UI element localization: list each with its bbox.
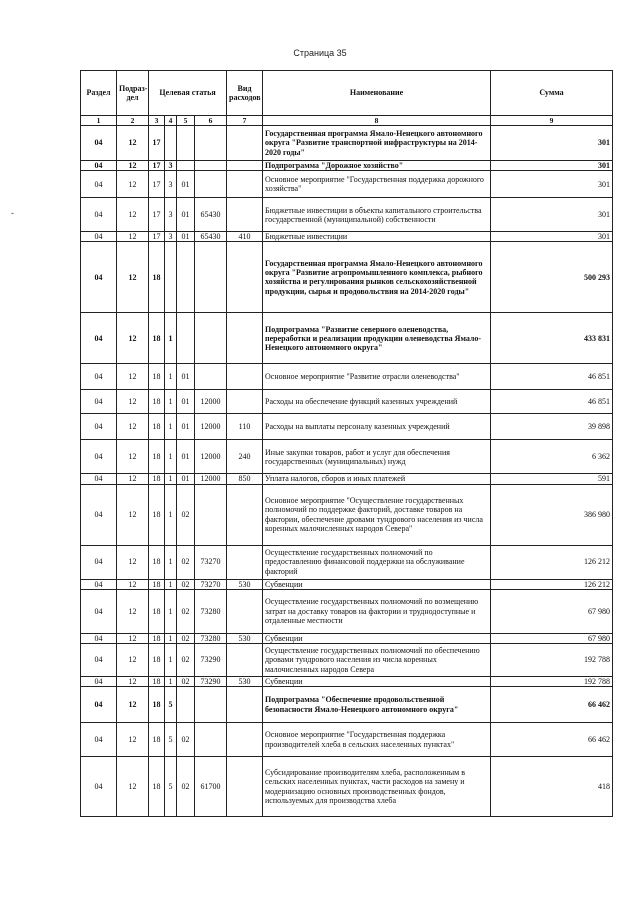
cell-name: Субвенции bbox=[263, 579, 491, 589]
cell-section: 04 bbox=[81, 171, 117, 198]
cell-expense-type bbox=[227, 687, 263, 723]
cell-subprogram: 5 bbox=[165, 687, 177, 723]
cell-subprogram: 1 bbox=[165, 390, 177, 414]
cell-program: 18 bbox=[149, 390, 165, 414]
cell-subprogram: 3 bbox=[165, 171, 177, 198]
cell-amount: 591 bbox=[491, 474, 613, 484]
cell-direction bbox=[195, 161, 227, 171]
cell-expense-type bbox=[227, 589, 263, 633]
cell-amount: 46 851 bbox=[491, 364, 613, 390]
cell-section: 04 bbox=[81, 242, 117, 313]
cell-subsection: 12 bbox=[117, 198, 149, 232]
cell-section: 04 bbox=[81, 484, 117, 545]
col-number: 2 bbox=[117, 116, 149, 126]
table-row bbox=[81, 723, 613, 757]
cell-section: 04 bbox=[81, 579, 117, 589]
margin-mark: - bbox=[11, 208, 14, 218]
cell-expense-type bbox=[227, 757, 263, 817]
cell-direction: 12000 bbox=[195, 440, 227, 474]
table-row bbox=[81, 232, 613, 242]
header-amount: Сумма bbox=[491, 71, 613, 116]
cell-activity bbox=[177, 313, 195, 364]
cell-program: 18 bbox=[149, 313, 165, 364]
cell-program: 18 bbox=[149, 364, 165, 390]
cell-activity: 01 bbox=[177, 198, 195, 232]
table-row bbox=[81, 579, 613, 589]
col-number: 5 bbox=[177, 116, 195, 126]
cell-section: 04 bbox=[81, 161, 117, 171]
cell-section: 04 bbox=[81, 474, 117, 484]
cell-amount: 126 212 bbox=[491, 545, 613, 579]
cell-name: Осуществление государственных полномочий по предоставлению финансовой поддержки на обслуживание факторий bbox=[263, 545, 491, 579]
cell-amount: 126 212 bbox=[491, 579, 613, 589]
cell-program: 18 bbox=[149, 676, 165, 686]
cell-direction: 73290 bbox=[195, 643, 227, 676]
cell-section: 04 bbox=[81, 390, 117, 414]
cell-expense-type bbox=[227, 198, 263, 232]
cell-direction bbox=[195, 171, 227, 198]
col-number: 3 bbox=[149, 116, 165, 126]
cell-subprogram: 1 bbox=[165, 474, 177, 484]
cell-program: 18 bbox=[149, 579, 165, 589]
cell-name: Иные закупки товаров, работ и услуг для обеспечения государственных (муниципальных) нужд bbox=[263, 440, 491, 474]
cell-subprogram: 5 bbox=[165, 723, 177, 757]
cell-amount: 433 831 bbox=[491, 313, 613, 364]
table-row bbox=[81, 687, 613, 723]
cell-name: Бюджетные инвестиции bbox=[263, 232, 491, 242]
cell-program: 18 bbox=[149, 633, 165, 643]
cell-subsection: 12 bbox=[117, 161, 149, 171]
cell-activity: 01 bbox=[177, 440, 195, 474]
cell-section: 04 bbox=[81, 364, 117, 390]
table-row bbox=[81, 676, 613, 686]
cell-program: 17 bbox=[149, 198, 165, 232]
cell-name: Осуществление государственных полномочий по возмещению затрат на доставку товаров на фактории и труднодоступные и отдаленные местности bbox=[263, 589, 491, 633]
cell-subsection: 12 bbox=[117, 687, 149, 723]
cell-name: Уплата налогов, сборов и иных платежей bbox=[263, 474, 491, 484]
cell-activity: 02 bbox=[177, 545, 195, 579]
cell-section: 04 bbox=[81, 414, 117, 440]
table-row bbox=[81, 545, 613, 579]
cell-subprogram bbox=[165, 126, 177, 161]
cell-section: 04 bbox=[81, 198, 117, 232]
cell-section: 04 bbox=[81, 313, 117, 364]
cell-direction: 12000 bbox=[195, 474, 227, 484]
cell-amount: 301 bbox=[491, 198, 613, 232]
cell-amount: 301 bbox=[491, 126, 613, 161]
cell-name: Подпрограмма "Развитие северного оленеводства, переработки и реализации продукции оленеводства Ямало-Ненецкого автономного округа" bbox=[263, 313, 491, 364]
cell-activity: 02 bbox=[177, 676, 195, 686]
cell-activity: 01 bbox=[177, 390, 195, 414]
cell-program: 17 bbox=[149, 232, 165, 242]
cell-subprogram: 1 bbox=[165, 414, 177, 440]
cell-direction: 12000 bbox=[195, 414, 227, 440]
cell-program: 18 bbox=[149, 474, 165, 484]
cell-expense-type bbox=[227, 545, 263, 579]
cell-expense-type bbox=[227, 242, 263, 313]
cell-direction bbox=[195, 687, 227, 723]
cell-amount: 386 980 bbox=[491, 484, 613, 545]
cell-subprogram: 1 bbox=[165, 589, 177, 633]
cell-section: 04 bbox=[81, 676, 117, 686]
cell-section: 04 bbox=[81, 545, 117, 579]
table-row bbox=[81, 440, 613, 474]
cell-expense-type: 850 bbox=[227, 474, 263, 484]
cell-subsection: 12 bbox=[117, 545, 149, 579]
cell-program: 17 bbox=[149, 126, 165, 161]
table-row bbox=[81, 414, 613, 440]
cell-expense-type bbox=[227, 161, 263, 171]
cell-name: Государственная программа Ямало-Ненецкого автономного округа "Развитие агропромышленного комплекса, рыбного хозяйства и регулирования рынков сельскохозяйственной продукции, сырья и продовольствия на 2014-2020 годы" bbox=[263, 242, 491, 313]
cell-amount: 46 851 bbox=[491, 390, 613, 414]
cell-expense-type: 530 bbox=[227, 676, 263, 686]
table-row bbox=[81, 364, 613, 390]
cell-subsection: 12 bbox=[117, 589, 149, 633]
cell-name: Государственная программа Ямало-Ненецкого автономного округа "Развитие транспортной инфраструктуры на 2014-2020 годы" bbox=[263, 126, 491, 161]
cell-subprogram: 1 bbox=[165, 364, 177, 390]
cell-name: Субвенции bbox=[263, 676, 491, 686]
cell-direction: 12000 bbox=[195, 390, 227, 414]
cell-program: 18 bbox=[149, 484, 165, 545]
cell-section: 04 bbox=[81, 126, 117, 161]
cell-direction bbox=[195, 313, 227, 364]
cell-subprogram: 1 bbox=[165, 313, 177, 364]
cell-amount: 67 980 bbox=[491, 633, 613, 643]
cell-program: 18 bbox=[149, 545, 165, 579]
cell-name: Расходы на выплаты персоналу казенных учреждений bbox=[263, 414, 491, 440]
cell-section: 04 bbox=[81, 440, 117, 474]
cell-subprogram: 1 bbox=[165, 643, 177, 676]
cell-section: 04 bbox=[81, 232, 117, 242]
table-row bbox=[81, 126, 613, 161]
table-body bbox=[81, 126, 613, 817]
cell-expense-type: 530 bbox=[227, 579, 263, 589]
cell-subsection: 12 bbox=[117, 171, 149, 198]
table-row bbox=[81, 390, 613, 414]
cell-section: 04 bbox=[81, 643, 117, 676]
table-row bbox=[81, 171, 613, 198]
cell-subsection: 12 bbox=[117, 643, 149, 676]
cell-name: Субсидирование производителям хлеба, расположенным в сельских населенных пунктах, части расходов на замену и модернизацию основных производственных фондов, используемых для производства хлеба bbox=[263, 757, 491, 817]
cell-amount: 301 bbox=[491, 232, 613, 242]
cell-name: Расходы на обеспечение функций казенных учреждений bbox=[263, 390, 491, 414]
cell-activity: 01 bbox=[177, 414, 195, 440]
cell-program: 18 bbox=[149, 440, 165, 474]
cell-activity bbox=[177, 161, 195, 171]
col-number: 9 bbox=[491, 116, 613, 126]
cell-name: Бюджетные инвестиции в объекты капитального строительства государственной (муниципальной) собственности bbox=[263, 198, 491, 232]
cell-amount: 6 362 bbox=[491, 440, 613, 474]
cell-subsection: 12 bbox=[117, 474, 149, 484]
cell-subsection: 12 bbox=[117, 126, 149, 161]
cell-program: 18 bbox=[149, 757, 165, 817]
cell-expense-type bbox=[227, 390, 263, 414]
cell-program: 18 bbox=[149, 242, 165, 313]
table-row bbox=[81, 313, 613, 364]
cell-name: Основное мероприятие "Государственная поддержка дорожного хозяйства" bbox=[263, 171, 491, 198]
cell-program: 18 bbox=[149, 589, 165, 633]
cell-activity: 02 bbox=[177, 757, 195, 817]
cell-amount: 500 293 bbox=[491, 242, 613, 313]
cell-program: 18 bbox=[149, 643, 165, 676]
cell-expense-type bbox=[227, 723, 263, 757]
cell-activity: 02 bbox=[177, 484, 195, 545]
header-subsection: Подраз-дел bbox=[117, 71, 149, 116]
cell-subprogram: 3 bbox=[165, 161, 177, 171]
cell-expense-type: 530 bbox=[227, 633, 263, 643]
cell-name: Основное мероприятие "Государственная поддержка производителей хлеба в сельских населенных пунктах" bbox=[263, 723, 491, 757]
cell-direction: 73280 bbox=[195, 589, 227, 633]
cell-direction bbox=[195, 723, 227, 757]
col-number: 7 bbox=[227, 116, 263, 126]
cell-direction bbox=[195, 364, 227, 390]
cell-activity: 02 bbox=[177, 589, 195, 633]
cell-expense-type: 110 bbox=[227, 414, 263, 440]
cell-direction: 73270 bbox=[195, 579, 227, 589]
cell-direction: 65430 bbox=[195, 232, 227, 242]
header-name: Наименование bbox=[263, 71, 491, 116]
table-row bbox=[81, 242, 613, 313]
cell-activity: 01 bbox=[177, 171, 195, 198]
cell-subsection: 12 bbox=[117, 390, 149, 414]
cell-expense-type bbox=[227, 171, 263, 198]
cell-program: 18 bbox=[149, 723, 165, 757]
cell-direction bbox=[195, 484, 227, 545]
cell-activity: 02 bbox=[177, 579, 195, 589]
cell-subsection: 12 bbox=[117, 633, 149, 643]
col-number: 6 bbox=[195, 116, 227, 126]
cell-activity bbox=[177, 242, 195, 313]
cell-expense-type: 240 bbox=[227, 440, 263, 474]
cell-name: Основное мероприятие "Развитие отрасли оленеводства" bbox=[263, 364, 491, 390]
cell-amount: 66 462 bbox=[491, 723, 613, 757]
cell-subsection: 12 bbox=[117, 579, 149, 589]
cell-direction: 73280 bbox=[195, 633, 227, 643]
table-row bbox=[81, 643, 613, 676]
cell-direction: 73290 bbox=[195, 676, 227, 686]
cell-subsection: 12 bbox=[117, 723, 149, 757]
cell-section: 04 bbox=[81, 757, 117, 817]
cell-subsection: 12 bbox=[117, 484, 149, 545]
cell-subsection: 12 bbox=[117, 414, 149, 440]
cell-activity: 01 bbox=[177, 232, 195, 242]
cell-amount: 192 788 bbox=[491, 643, 613, 676]
cell-amount: 301 bbox=[491, 161, 613, 171]
cell-expense-type: 410 bbox=[227, 232, 263, 242]
col-number: 4 bbox=[165, 116, 177, 126]
cell-amount: 66 462 bbox=[491, 687, 613, 723]
cell-amount: 39 898 bbox=[491, 414, 613, 440]
table-row bbox=[81, 198, 613, 232]
table-row bbox=[81, 589, 613, 633]
cell-activity bbox=[177, 126, 195, 161]
cell-activity: 02 bbox=[177, 643, 195, 676]
cell-activity: 01 bbox=[177, 364, 195, 390]
page-number-label: Страница 35 bbox=[293, 48, 347, 58]
cell-direction: 65430 bbox=[195, 198, 227, 232]
cell-expense-type bbox=[227, 364, 263, 390]
table-row bbox=[81, 633, 613, 643]
cell-subprogram: 3 bbox=[165, 198, 177, 232]
cell-expense-type bbox=[227, 313, 263, 364]
cell-amount: 192 788 bbox=[491, 676, 613, 686]
table-row bbox=[81, 757, 613, 817]
cell-subprogram: 1 bbox=[165, 676, 177, 686]
cell-subprogram bbox=[165, 242, 177, 313]
table-row bbox=[81, 484, 613, 545]
cell-subprogram: 5 bbox=[165, 757, 177, 817]
table-row bbox=[81, 161, 613, 171]
cell-program: 17 bbox=[149, 171, 165, 198]
cell-program: 18 bbox=[149, 414, 165, 440]
cell-subsection: 12 bbox=[117, 440, 149, 474]
cell-section: 04 bbox=[81, 589, 117, 633]
header-expense-type: Вид расходов bbox=[227, 71, 263, 116]
column-number-row bbox=[81, 116, 613, 126]
cell-name: Субвенции bbox=[263, 633, 491, 643]
cell-direction bbox=[195, 126, 227, 161]
cell-amount: 418 bbox=[491, 757, 613, 817]
cell-name: Осуществление государственных полномочий по обеспечению дровами тундрового населения из числа коренных малочисленных народов Севера bbox=[263, 643, 491, 676]
cell-subsection: 12 bbox=[117, 313, 149, 364]
cell-amount: 67 980 bbox=[491, 589, 613, 633]
cell-subprogram: 1 bbox=[165, 440, 177, 474]
cell-direction: 73270 bbox=[195, 545, 227, 579]
cell-name: Подпрограмма "Дорожное хозяйство" bbox=[263, 161, 491, 171]
cell-subprogram: 1 bbox=[165, 484, 177, 545]
col-number: 1 bbox=[81, 116, 117, 126]
cell-expense-type bbox=[227, 126, 263, 161]
cell-program: 18 bbox=[149, 687, 165, 723]
cell-subsection: 12 bbox=[117, 757, 149, 817]
cell-subsection: 12 bbox=[117, 242, 149, 313]
cell-subprogram: 1 bbox=[165, 579, 177, 589]
header-target-article: Целевая статья bbox=[149, 71, 227, 116]
cell-program: 17 bbox=[149, 161, 165, 171]
cell-activity bbox=[177, 687, 195, 723]
cell-direction bbox=[195, 242, 227, 313]
cell-subprogram: 3 bbox=[165, 232, 177, 242]
cell-subsection: 12 bbox=[117, 364, 149, 390]
cell-amount: 301 bbox=[491, 171, 613, 198]
cell-activity: 02 bbox=[177, 723, 195, 757]
cell-activity: 02 bbox=[177, 633, 195, 643]
header-section: Раздел bbox=[81, 71, 117, 116]
budget-table bbox=[80, 70, 613, 817]
cell-section: 04 bbox=[81, 633, 117, 643]
cell-activity: 01 bbox=[177, 474, 195, 484]
cell-subprogram: 1 bbox=[165, 633, 177, 643]
cell-section: 04 bbox=[81, 723, 117, 757]
cell-subsection: 12 bbox=[117, 676, 149, 686]
cell-direction: 61700 bbox=[195, 757, 227, 817]
cell-expense-type bbox=[227, 484, 263, 545]
cell-name: Подпрограмма "Обеспечение продовольственной безопасности Ямало-Ненецкого автономного округа" bbox=[263, 687, 491, 723]
cell-subsection: 12 bbox=[117, 232, 149, 242]
cell-subprogram: 1 bbox=[165, 545, 177, 579]
cell-section: 04 bbox=[81, 687, 117, 723]
cell-name: Основное мероприятие "Осуществление государственных полномочий по поддержке факторий, доставке товаров на фактории, обеспечение дровами тундрового населения из числа коренных малочисленных народов Севера" bbox=[263, 484, 491, 545]
cell-expense-type bbox=[227, 643, 263, 676]
table-row bbox=[81, 474, 613, 484]
col-number: 8 bbox=[263, 116, 491, 126]
